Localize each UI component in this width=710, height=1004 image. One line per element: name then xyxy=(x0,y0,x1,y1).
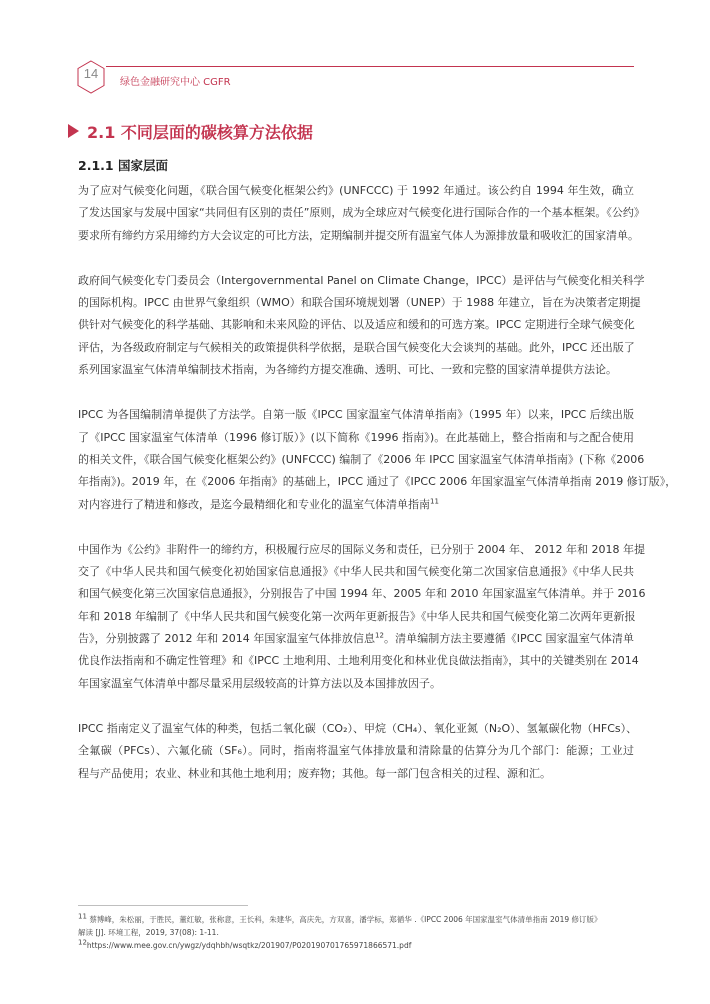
text-line xyxy=(78,494,634,516)
page-header xyxy=(0,0,710,100)
text-line: IPCC 指南定义了温室气体的种类，包括二氧化碳（CO₂）、甲烷（CH₄）、氧化亚氮（N₂O）、氢氟碳化物（HFCs）、 xyxy=(78,721,638,735)
text-line: 了《IPCC 国家温室气体清单（1996 修订版）》(以下简称《1996 指南》)。在此基础上，整合指南和与之配合使用 xyxy=(78,430,634,444)
text-run: 。清单编制方法主要遵循《IPCC 国家温室气体清单 xyxy=(383,632,634,646)
paragraph-ipcc-guidelines xyxy=(78,404,677,515)
section-title xyxy=(68,120,313,142)
text-line: 中国作为《公约》非附件一的缔约方，积极履行应尽的国际义务和责任，已分别于 2004 年、 2012 年和 2018 年提 xyxy=(78,542,645,556)
section-title-text: 2.1 不同层面的碳核算方法依据 xyxy=(87,122,313,142)
text-line: 的国际机构。IPCC 由世界气象组织（WMO）和联合国环境规划署（UNEP）于 1988 年建立，旨在为决策者定期提 xyxy=(78,296,641,310)
text-line: 全氟碳（PFCs）、六氟化硫（SF₆）。同时，指南将温室气体排放量和清除量的估算分为几个部门：能源；工业过 xyxy=(78,744,634,758)
text-line: 年国家温室气体清单中都尽量采用层级较高的计算方法以及本国排放因子。 xyxy=(78,676,441,690)
text-line: 年和 2018 年编制了《中华人民共和国气候变化第一次两年更新报告》《中华人民共和国气候变化第二次两年更新报 xyxy=(78,609,636,623)
body-text xyxy=(78,180,677,808)
text-line: 系列国家温室气体清单编制技术指南，为各缔约方提交准确、透明、可比、一致和完整的国家清单提供方法论。 xyxy=(78,363,617,377)
footnote-number: 12 xyxy=(78,938,87,947)
paragraph-china xyxy=(78,539,646,695)
text-line: 评估，为各级政府制定与气候相关的政策提供科学依据，是联合国气候变化大会谈判的基础。此外，IPCC 还出版了 xyxy=(78,340,635,354)
text-line: 了发达国家与发展中国家“共同但有区别的责任”原则，成为全球应对气候变化进行国际合作的一个基本框架。《公约》 xyxy=(78,206,645,220)
footnote-11-continued: 解读 [J]. 环境工程，2019, 37(08): 1-11. xyxy=(78,928,219,937)
subsection-title: 2.1.1 国家层面 xyxy=(78,158,168,173)
text-line: 要求所有缔约方采用缔约方大会议定的可比方法，定期编制并提交所有温室气体人为源排放量和吸收汇的国家清单。 xyxy=(78,228,639,242)
text-run: 对内容进行了精进和修改，是迄今最精细化和专业化的温室气体清单指南 xyxy=(78,497,430,511)
text-line: 的相关文件，《联合国气候变化框架公约》(UNFCCC) 编制了《2006 年 IPCC 国家温室气体清单指南》(下称《2006 xyxy=(78,452,645,466)
text-line xyxy=(78,628,634,650)
text-line: 供针对气候变化的科学基础、其影响和未来风险的评估、以及适应和缓和的可选方案。IPCC 定期进行全球气候变化 xyxy=(78,318,635,332)
triangle-bullet-icon xyxy=(68,124,79,138)
text-line: IPCC 为各国编制清单提供了方法学。自第一版《IPCC 国家温室气体清单指南》（1995 年）以来，IPCC 后续出版 xyxy=(78,408,634,422)
footnote-ref: 11 xyxy=(430,496,439,505)
footnote-11 xyxy=(78,913,638,926)
text-line: 交了《中华人民共和国气候变化初始国家信息通报》《中华人民共和国气候变化第二次国家信息通报》《中华人民共 xyxy=(78,565,634,579)
footnote-12 xyxy=(78,939,638,952)
footnote-rule xyxy=(78,905,248,906)
footnote-text: 蔡博峰，朱松丽，于胜民，董红敏，张称意，王长科，朱建华，高庆先，方双喜，潘学标，郑循华 .《IPCC 2006 年国家温室气体清单指南 2019 修订版》 xyxy=(89,915,602,924)
text-line: 优良作法指南和不确定性管理》和《IPCC 土地利用、土地利用变化和林业优良做法指南》，其中的关键类别在 2014 xyxy=(78,654,639,668)
header-rule xyxy=(106,66,634,67)
paragraph-ghg-types xyxy=(78,718,638,785)
text-line: 和国气候变化第三次国家信息通报》，分别报告了中国 1994 年、2005 年和 2010 年国家温室气体清单。并于 2016 xyxy=(78,587,646,601)
footnotes xyxy=(78,913,638,952)
footnote-number: 11 xyxy=(78,912,87,921)
org-name: 绿色金融研究中心 CGFR xyxy=(120,77,231,88)
text-line: 为了应对气候变化问题，《联合国气候变化框架公约》(UNFCCC) 于 1992 年通过。该公约自 1994 年生效，确立 xyxy=(78,184,634,197)
text-run: 告》，分别披露了 2012 年和 2014 年国家温室气体排放信息 xyxy=(78,632,376,646)
footnote-ref: 12 xyxy=(375,631,384,640)
footnote-link[interactable]: https://www.mee.gov.cn/ywgz/ydqhbh/wsqtkz/201907/P020190701765971866571.pdf xyxy=(86,941,412,950)
text-line: 年指南》)。2019 年，在《2006 年指南》的基础上，IPCC 通过了《IPCC 2006 年国家温室气体清单指南 2019 修订版》， xyxy=(78,475,677,489)
paragraph-unfccc xyxy=(78,180,645,247)
text-line: 程与产品使用；农业、林业和其他土地利用；废弃物；其他。每一部门包含相关的过程、源和汇。 xyxy=(78,766,551,780)
page-number: 14 xyxy=(83,66,99,81)
text-line: 政府间气候变化专门委员会（Intergovernmental Panel on Climate Change，IPCC）是评估与气候变化相关科学 xyxy=(78,273,645,287)
paragraph-ipcc xyxy=(78,270,645,381)
